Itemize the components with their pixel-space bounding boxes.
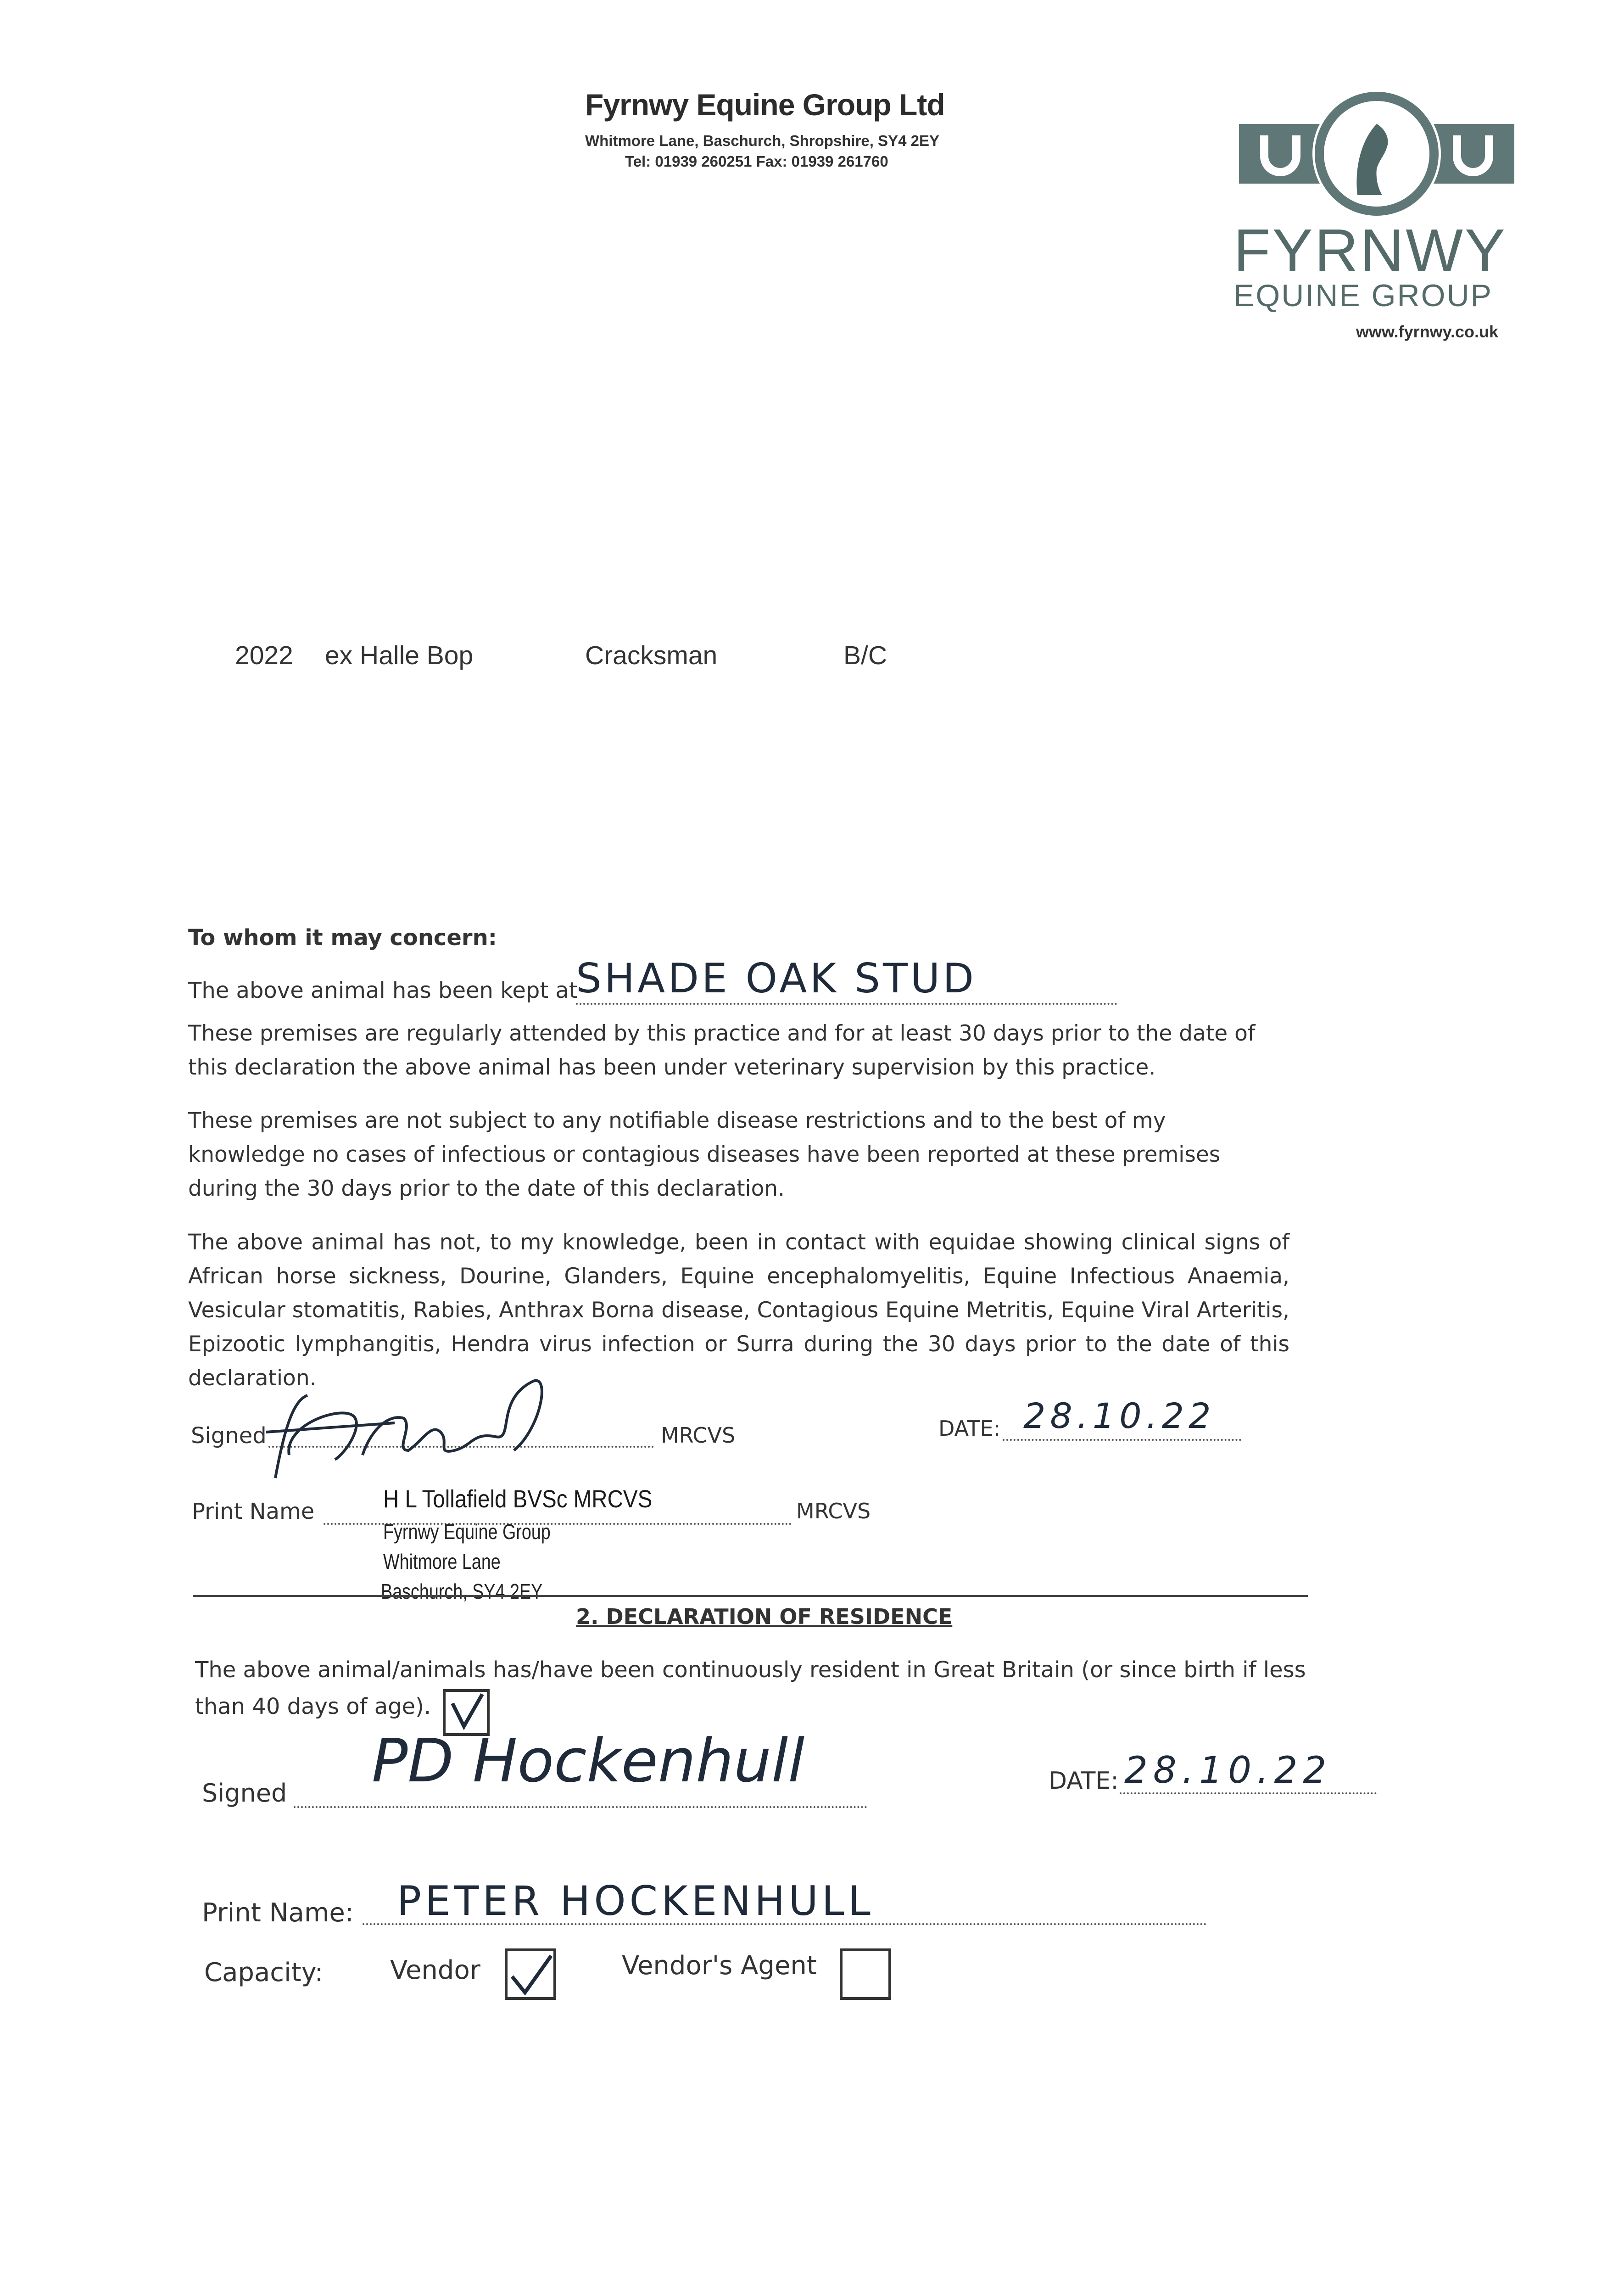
website-url: www.fyrnwy.co.uk — [1356, 322, 1499, 341]
residence-heading: 2. DECLARATION OF RESIDENCE — [576, 1604, 953, 1629]
owner-date-value: 28.10.22 — [1124, 1749, 1332, 1791]
brand-wordmark: FYRNWY — [1233, 217, 1507, 284]
vet-print-name-label: Print Name — [192, 1499, 315, 1524]
kept-at-value: SHADE OAK STUD — [576, 955, 977, 1002]
stamp-line-2: Whitmore Lane — [383, 1550, 501, 1573]
vet-date-value: 28.10.22 — [1023, 1395, 1216, 1436]
vet-date-line — [1003, 1439, 1241, 1441]
company-name: Fyrnwy Equine Group Ltd — [585, 88, 945, 122]
owner-signed-label: Signed — [202, 1779, 287, 1808]
checkmark-icon — [508, 1951, 553, 1997]
company-phones: Tel: 01939 260251 Fax: 01939 261760 — [625, 153, 888, 170]
owner-date-line — [1120, 1792, 1377, 1794]
vendor-checkbox[interactable] — [505, 1948, 556, 2000]
kept-at-line — [576, 1003, 1117, 1005]
owner-print-name-value: PETER HOCKENHULL — [397, 1877, 874, 1925]
horseshoe-logo-icon — [1239, 87, 1514, 225]
vet-signature — [257, 1372, 578, 1492]
owner-signature: PD Hockenhull — [372, 1726, 805, 1796]
company-address: Whitmore Lane, Baschurch, Shropshire, SY4 2EY — [585, 132, 940, 149]
vendor-label: Vendor — [390, 1955, 480, 1985]
vendors-agent-checkbox[interactable] — [840, 1948, 891, 2000]
vet-print-name-value: H L Tollafield BVSc MRCVS — [383, 1485, 653, 1513]
vet-signed-label: Signed — [191, 1423, 267, 1449]
owner-signature-line — [294, 1806, 867, 1808]
horse-sire: Cracksman — [585, 641, 718, 670]
owner-date-label: DATE: — [1049, 1767, 1119, 1795]
section-divider — [193, 1595, 1308, 1597]
paragraph-diseases: The above animal has not, to my knowledge, been in contact with equidae showing clinical signs of African horse sickness, Dourine, Glanders, Equine encephalomyelitis, Equine Infectious Anaemia, Vesicular stomatitis, Rabies, Anthrax Borna disease, Contagious Equine Metritis, Equine Viral Arteritis, Epizootic lymphangitis, Hendra virus infection or Surra during the 30 days prior to the date of this declaration. — [188, 1230, 1289, 1391]
horse-dam: ex Halle Bop — [325, 641, 474, 670]
horse-year: 2022 — [235, 641, 293, 670]
vendors-agent-label: Vendor's Agent — [622, 1951, 817, 1981]
stamp-line-3: Baschurch, SY4 2EY — [381, 1579, 543, 1603]
vet-mrcvs-suffix: MRCVS — [661, 1423, 736, 1448]
capacity-label: Capacity: — [204, 1958, 324, 1987]
stamp-line-1: Fyrnwy Equine Group — [383, 1520, 551, 1544]
owner-print-name-label: Print Name: — [202, 1898, 354, 1928]
paragraph-supervision: These premises are regularly attended by this practice and for at least 30 days prior to the date of this declaration the above animal has been under veterinary supervision by this practice. — [188, 1021, 1256, 1080]
residence-text-line-2: than 40 days of age). — [195, 1694, 431, 1719]
residence-text-line-1: The above animal/animals has/have been continuously resident in Great Britain (or since birth if less — [195, 1657, 1306, 1683]
brand-subtitle: EQUINE GROUP — [1233, 278, 1493, 313]
horse-sex: B/C — [843, 641, 887, 670]
vet-date-label: DATE: — [938, 1416, 1001, 1441]
salutation: To whom it may concern: — [188, 925, 497, 951]
paragraph-restrictions: These premises are not subject to any notifiable disease restrictions and to the best of my knowledge no cases of infectious or contagious diseases have been reported at these premises during the 30 days prior to the date of this declaration. — [188, 1108, 1221, 1201]
vet-print-mrcvs-suffix: MRCVS — [796, 1499, 871, 1523]
kept-at-label: The above animal has been kept at — [188, 978, 578, 1003]
